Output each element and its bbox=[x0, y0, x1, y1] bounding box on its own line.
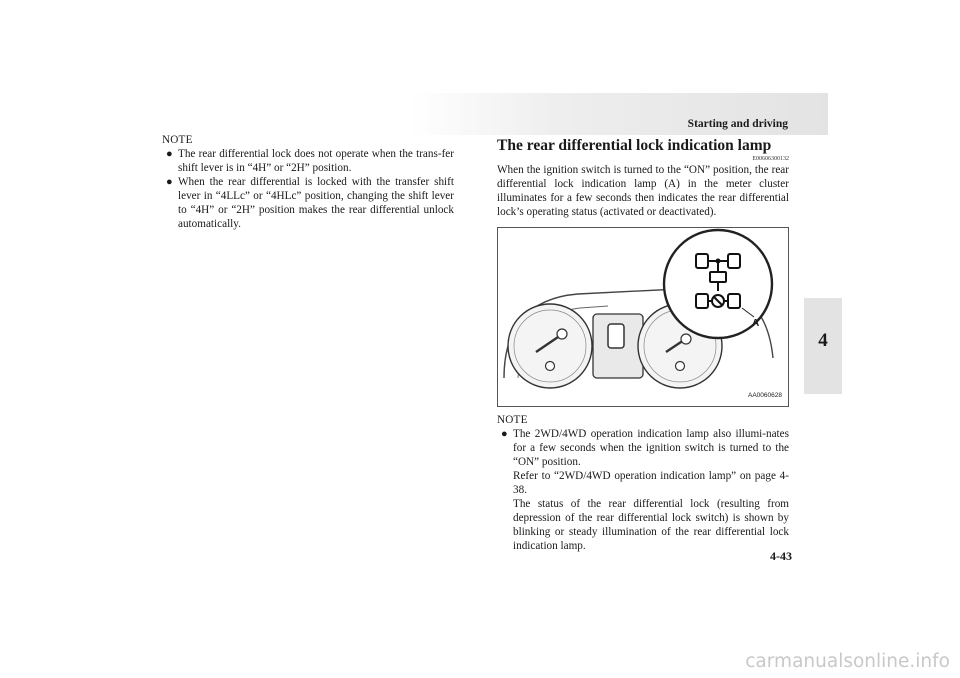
note-bullet-text: The rear differential lock does not operate when the trans-fer shift lever is in “4H” or “2H” position. bbox=[178, 148, 454, 174]
chapter-number: 4 bbox=[818, 330, 828, 351]
callout-label-a: A bbox=[752, 318, 760, 329]
note-paragraph: The 2WD/4WD operation indication lamp also illumi-nates for a few seconds when the ignition switch is turned to the “ON” position. bbox=[513, 428, 789, 468]
section-code: E00606300132 bbox=[752, 156, 789, 162]
page-number: 4-43 bbox=[770, 549, 792, 563]
intro-paragraph: When the ignition switch is turned to the “ON” position, the rear differential lock indication lamp (A) in the meter cluster illuminates for a few seconds then indicates the rear differential lock’s operating status (activated or deactivated). bbox=[497, 164, 789, 218]
watermark: carmanualsonline.info bbox=[745, 651, 950, 672]
note-bullet-text: When the rear differential is locked with the transfer shift lever in “4LLc” or “4HLc” position, changing the shift lever to “4H” or “2H” position makes the rear differential unlock automatically. bbox=[178, 176, 454, 230]
section-title: The rear differential lock indication lamp bbox=[497, 137, 772, 154]
note-bullet bbox=[162, 147, 454, 175]
note-paragraph: Refer to “2WD/4WD operation indication lamp” on page 4-38. bbox=[513, 470, 789, 496]
note-label: NOTE bbox=[162, 134, 193, 146]
right-column bbox=[497, 137, 789, 553]
note-paragraph: The status of the rear differential lock (resulting from depression of the rear differential lock switch) is shown by blinking or steady illumination of the rear differential lock indication lamp. bbox=[513, 498, 789, 552]
running-head: Starting and driving bbox=[687, 118, 788, 130]
meter-cluster-illustration bbox=[498, 228, 788, 406]
bullet-icon: ● bbox=[166, 148, 173, 160]
note-bullet bbox=[162, 175, 454, 231]
left-column bbox=[162, 133, 454, 231]
meter-cluster-figure bbox=[497, 227, 789, 407]
note-bullet bbox=[497, 427, 789, 553]
bullet-icon: ● bbox=[166, 176, 173, 188]
note-label: NOTE bbox=[497, 414, 528, 426]
bullet-icon: ● bbox=[501, 428, 508, 440]
figure-code: AA0060628 bbox=[748, 392, 782, 399]
